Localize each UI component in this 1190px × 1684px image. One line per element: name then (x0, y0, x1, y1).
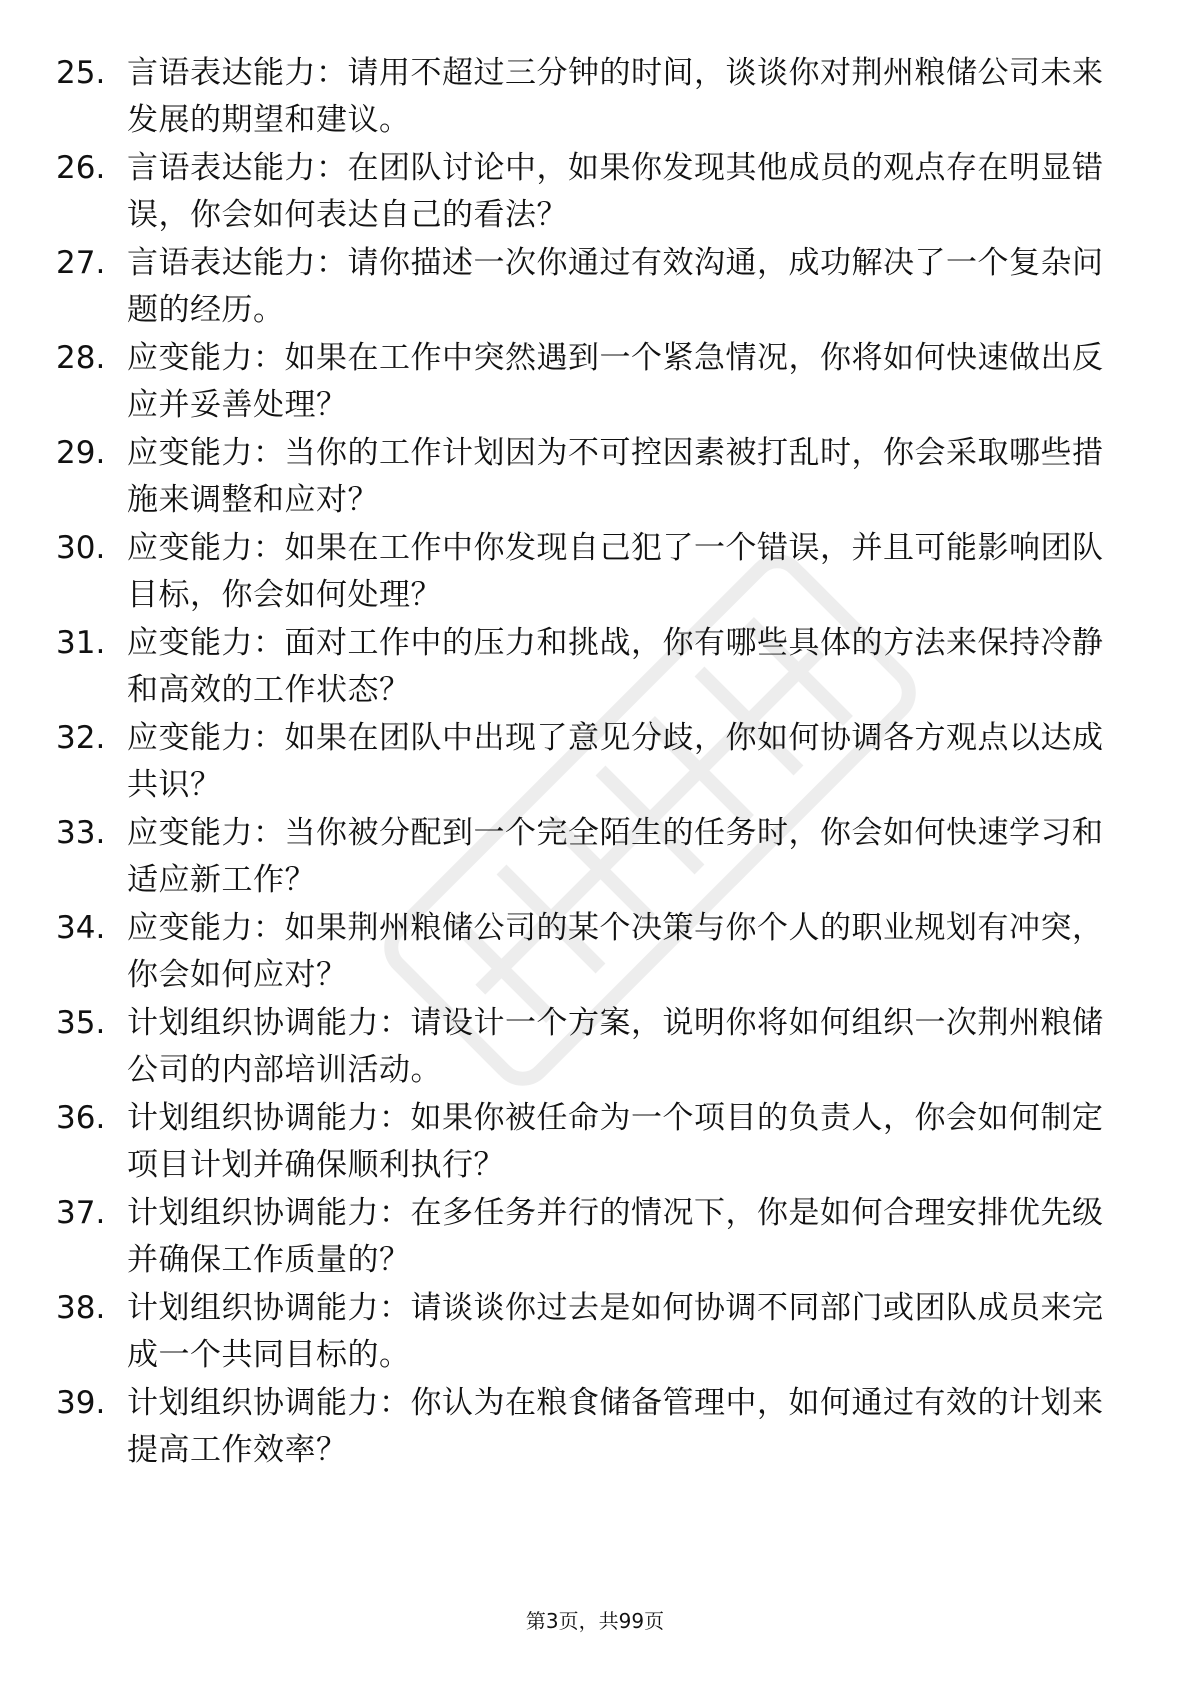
list-item (0, 335, 1190, 435)
question-number: 27. (56, 245, 106, 281)
question-number: 25. (56, 55, 106, 91)
question-text: 计划组织协调能力：你认为在粮食储备管理中，如何通过有效的计划来提高工作效率？ (127, 1385, 1104, 1468)
question-text: 计划组织协调能力：如果你被任命为一个项目的负责人，你会如何制定项目计划并确保顺利执行？ (127, 1100, 1104, 1183)
list-item (0, 1190, 1190, 1290)
list-item (0, 1000, 1190, 1100)
list-item (0, 620, 1190, 720)
list-item (0, 810, 1190, 910)
question-number: 36. (56, 1100, 106, 1136)
question-text: 计划组织协调能力：在多任务并行的情况下，你是如何合理安排优先级并确保工作质量的？ (127, 1195, 1104, 1278)
question-text: 应变能力：如果荆州粮储公司的某个决策与你个人的职业规划有冲突，你会如何应对？ (127, 910, 1104, 993)
question-text: 应变能力：当你被分配到一个完全陌生的任务时，你会如何快速学习和适应新工作？ (127, 815, 1104, 898)
list-item (0, 1095, 1190, 1195)
list-item (0, 525, 1190, 625)
question-number: 28. (56, 340, 106, 376)
question-text: 言语表达能力：在团队讨论中，如果你发现其他成员的观点存在明显错误，你会如何表达自己的看法？ (127, 150, 1104, 233)
question-text: 言语表达能力：请用不超过三分钟的时间，谈谈你对荆州粮储公司未来发展的期望和建议。 (127, 55, 1104, 138)
list-item (0, 430, 1190, 530)
list-item (0, 1380, 1190, 1480)
question-number: 35. (56, 1005, 106, 1041)
question-text: 言语表达能力：请你描述一次你通过有效沟通，成功解决了一个复杂问题的经历。 (127, 245, 1104, 328)
question-number: 30. (56, 530, 106, 566)
question-text: 应变能力：当你的工作计划因为不可控因素被打乱时，你会采取哪些措施来调整和应对？ (127, 435, 1104, 518)
question-text: 应变能力：如果在工作中突然遇到一个紧急情况，你将如何快速做出反应并妥善处理？ (127, 340, 1104, 423)
question-number: 29. (56, 435, 106, 471)
list-item (0, 905, 1190, 1005)
question-text: 应变能力：如果在工作中你发现自己犯了一个错误，并且可能影响团队目标，你会如何处理？ (127, 530, 1104, 613)
question-number: 26. (56, 150, 106, 186)
list-item (0, 145, 1190, 245)
list-item (0, 1285, 1190, 1385)
question-number: 32. (56, 720, 106, 756)
question-number: 39. (56, 1385, 106, 1421)
question-number: 38. (56, 1290, 106, 1326)
list-item (0, 715, 1190, 815)
question-text: 计划组织协调能力：请设计一个方案，说明你将如何组织一次荆州粮储公司的内部培训活动。 (127, 1005, 1104, 1088)
question-text: 计划组织协调能力：请谈谈你过去是如何协调不同部门或团队成员来完成一个共同目标的。 (127, 1290, 1104, 1373)
question-number: 31. (56, 625, 106, 661)
question-text: 应变能力：面对工作中的压力和挑战，你有哪些具体的方法来保持冷静和高效的工作状态？ (127, 625, 1104, 708)
page-number-footer: 第3页，共99页 (525, 1609, 665, 1633)
question-number: 33. (56, 815, 106, 851)
question-number: 37. (56, 1195, 106, 1231)
question-number: 34. (56, 910, 106, 946)
list-item (0, 50, 1190, 150)
list-item (0, 240, 1190, 340)
question-text: 应变能力：如果在团队中出现了意见分歧，你如何协调各方观点以达成共识？ (127, 720, 1104, 803)
